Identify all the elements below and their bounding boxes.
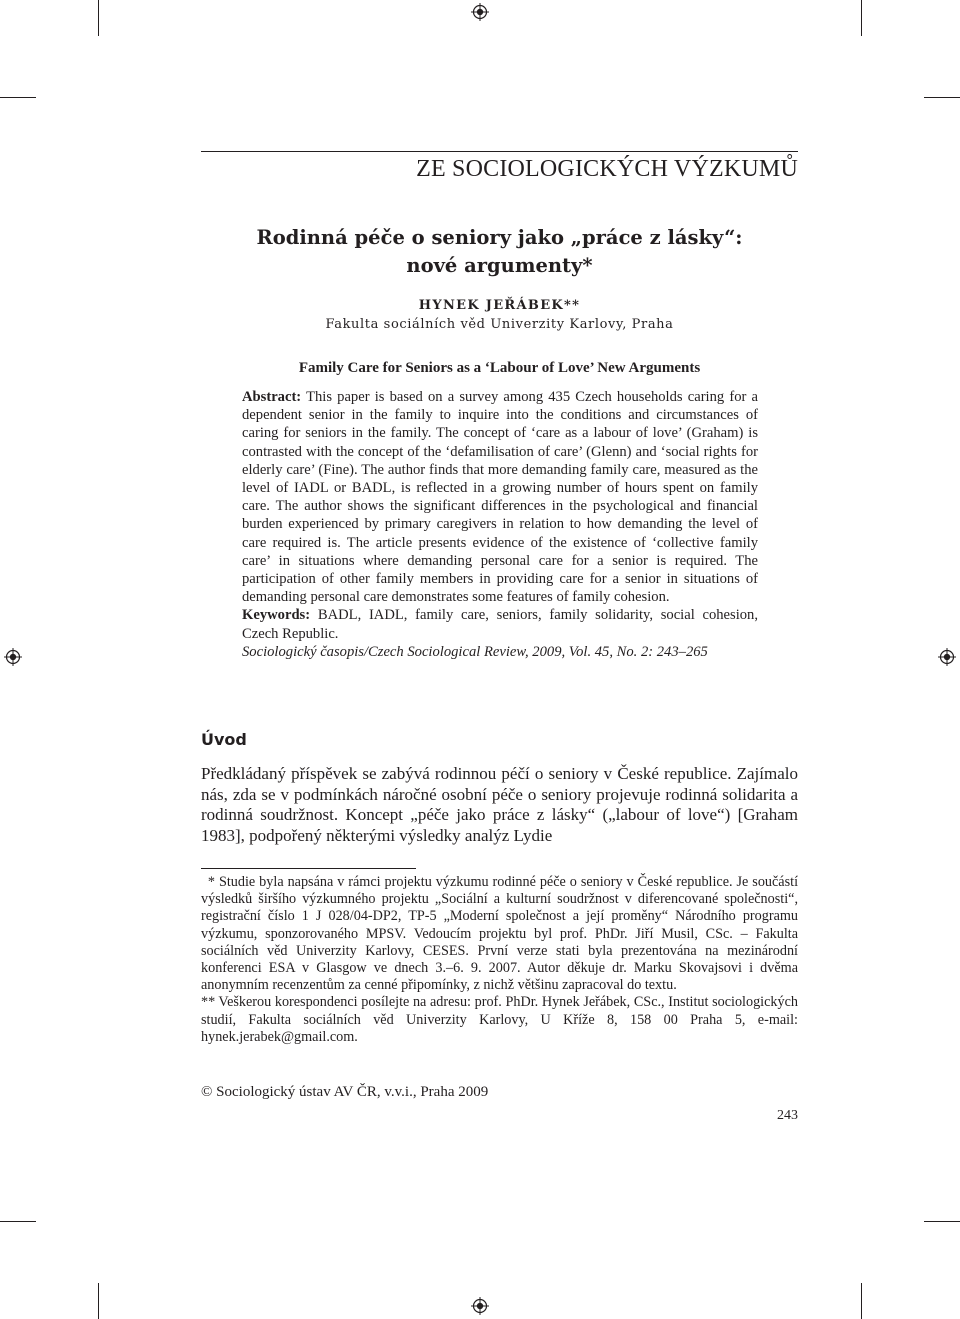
author-affiliation: Fakulta sociálních věd Univerzity Karlovy, Praha	[325, 317, 674, 332]
footnote-2-text: Veškerou korespondenci posílejte na adresu: prof. PhDr. Hynek Jeřábek, CSc., Institut sociologických studií, Fakulta sociálních věd Univerzity Karlovy, U Kříže 8, 158 00 Praha 5, e-mail: hynek.jerabek@gmail.com.	[201, 994, 798, 1045]
intro-heading: Úvod	[201, 730, 247, 749]
crop-mark-right-top	[924, 97, 960, 98]
registration-mark-bottom-icon	[471, 1297, 489, 1315]
crop-mark-bottom-left	[98, 1283, 99, 1319]
crop-mark-right-bottom	[924, 1221, 960, 1222]
abstract-label: Abstract:	[242, 389, 302, 405]
footnote-1-mark: *	[207, 874, 215, 890]
abstract-paragraph	[242, 388, 758, 606]
crop-mark-left-top	[0, 97, 36, 98]
author-name: HYNEK JEŘÁBEK**	[418, 298, 581, 313]
copyright-notice: © Sociologický ústav AV ČR, v.v.i., Praha 2009	[201, 1084, 489, 1100]
section-heading: ZE SOCIOLOGICKÝCH VÝZKUMŮ	[416, 156, 798, 182]
registration-mark-top-icon	[471, 3, 489, 21]
registration-mark-right-icon	[938, 648, 956, 666]
crop-mark-top-right	[861, 0, 862, 36]
article-title-line-1: Rodinná péče o seniory jako „práce z lásky“:	[256, 226, 743, 249]
abstract-text: This paper is based on a survey among 435 Czech households caring for a dependent senior in the family to inquire into the conditions and circumstances of caring for seniors in the family. The concept of ‘care as a labour of love’ (Graham) is contrasted with the concept of the ‘defamilisation of care’ (Glenn) and ‘social rights for elderly care’ (Fine). The author finds that more demanding family care, measured as the level of IADL or BADL, is reflected in a growing number of hours spent on family care. The author shows the significant differences in the psychological and financial burden experienced by primary caregivers in relation to how demanding the level of care required is. The article presents evidence of the existence of ‘collective family care’ in situations where demanding personal care for a senior is required. The participation of other family members in providing care for a senior in situations of demanding personal care demonstrates some features of family cohesion.	[242, 389, 758, 606]
article-title-line-2: nové argumenty*	[406, 254, 593, 277]
footnote-2	[201, 994, 798, 1046]
keywords-text: BADL, IADL, family care, seniors, family solidarity, social cohesion, Czech Republic.	[242, 607, 759, 642]
english-title: Family Care for Seniors as a ‘Labour of Love’ New Arguments	[298, 360, 701, 376]
abstract-block	[242, 388, 758, 661]
footnote-2-mark: **	[201, 994, 216, 1011]
footnote-1-text: Studie byla napsána v rámci projektu výzkumu rodinné péče o seniory v České republice. Je součástí výsledků širšího výzkumného projektu „Sociální a kulturní soudržnost v diferencované společnosti“, registrační číslo 1 J 028/04-DP2, TP-5 „Moderní společnost a její proměny“ Národního programu výzkumu, sponzorovaného MPSV. Vedoucím projektu byl prof. PhDr. Jiří Musil, CSc. – Fakulta sociálních věd Univerzity Karlovy, CESES. První verze stati byla prezentována na mezinárodní konferenci ESA v Glasgow ve dnech 3.–6. 9. 2007. Autor děkuje dr. Marku Skovajsovi i dvěma anonymním recenzentům za cenné připomínky, z nichž většinu zapracoval do textu.	[201, 874, 799, 994]
intro-paragraph: Předkládaný příspěvek se zabývá rodinnou péčí o seniory v České republice. Zajímalo nás, zda se v podmínkách náročné osobní péče o seniory projevuje rodinná solidarita a rodinná soudržnost. Koncept „péče jako práce z lásky“ („labour of love“) [Graham 1983], podpořený některými výsledky analýz Lydie	[201, 764, 798, 845]
footnote-1	[201, 874, 798, 994]
crop-mark-top-left	[98, 0, 99, 36]
article-title	[201, 224, 798, 280]
keywords-paragraph	[242, 606, 758, 642]
page-number: 243	[777, 1108, 798, 1123]
crop-mark-bottom-right	[861, 1283, 862, 1319]
crop-mark-left-bottom	[0, 1221, 36, 1222]
footnotes-block	[201, 874, 798, 1046]
footnote-rule	[201, 868, 416, 869]
keywords-label: Keywords:	[242, 607, 311, 624]
journal-citation: Sociologický časopis/Czech Sociological Review, 2009, Vol. 45, No. 2: 243–265	[242, 643, 708, 660]
header-rule	[201, 151, 798, 152]
registration-mark-left-icon	[4, 648, 22, 666]
